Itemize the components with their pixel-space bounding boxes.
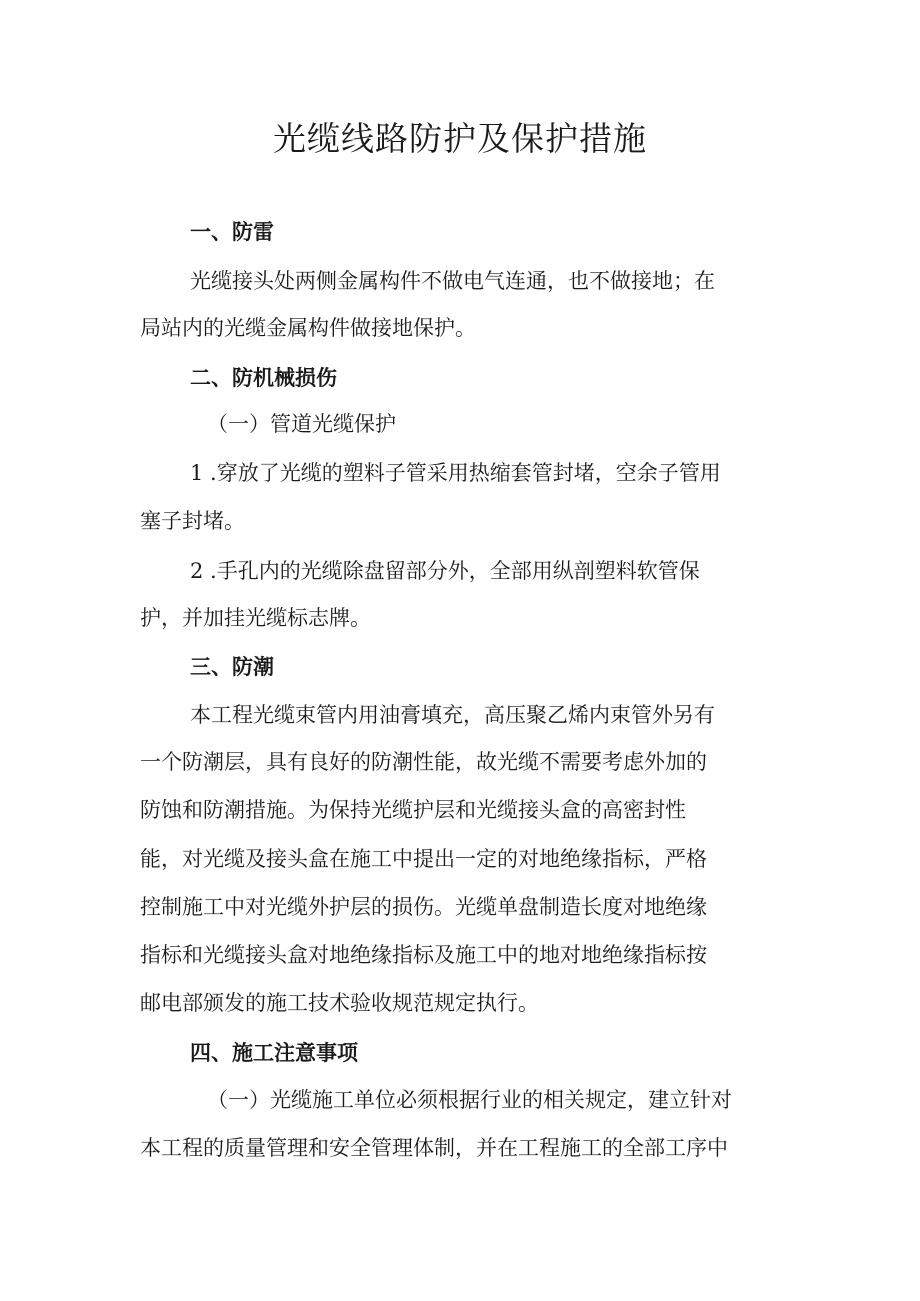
paragraph-line: 光缆接头处两侧金属构件不做电气连通，也不做接地；在 <box>190 269 715 293</box>
paragraph-line: 局站内的光缆金属构件做接地保护。 <box>140 316 476 340</box>
paragraph-line: 2 .手孔内的光缆除盘留部分外，全部用纵剖塑料软管保 <box>190 559 700 583</box>
paragraph-line: 防蚀和防潮措施。为保持光缆护层和光缆接头盒的高密封性 <box>140 798 686 822</box>
heading-moisture-protection: 三、防潮 <box>190 654 274 679</box>
paragraph-line: 本工程的质量管理和安全管理体制，并在工程施工的全部工序中 <box>140 1136 728 1160</box>
paragraph-line: 控制施工中对光缆外护层的损伤。光缆单盘制造长度对地绝缘 <box>140 895 707 919</box>
paragraph-line: 能，对光缆及接头盒在施工中提出一定的对地绝缘指标，严格 <box>140 847 707 871</box>
paragraph-line: 本工程光缆束管内用油膏填充，高压聚乙烯内束管外另有 <box>190 703 715 727</box>
subheading-duct-cable: （一）管道光缆保护 <box>207 412 396 436</box>
paragraph-line: 1 .穿放了光缆的塑料子管采用热缩套管封堵，空余子管用 <box>190 461 721 485</box>
paragraph-line: 塞子封堵。 <box>140 509 245 533</box>
paragraph-line: 一个防潮层，具有良好的防潮性能，故光缆不需要考虑外加的 <box>140 750 707 774</box>
paragraph-line: 指标和光缆接头盒对地绝缘指标及施工中的地对地绝缘指标按 <box>140 943 707 967</box>
document-title: 光缆线路防护及保护措施 <box>273 119 647 158</box>
paragraph-line: （一）光缆施工单位必须根据行业的相关规定，建立针对 <box>207 1088 732 1112</box>
heading-lightning-protection: 一、防雷 <box>190 219 274 244</box>
heading-mechanical-damage: 二、防机械损伤 <box>190 365 337 390</box>
paragraph-line: 邮电部颁发的施工技术验收规范规定执行。 <box>140 991 539 1015</box>
paragraph-line: 护，并加挂光缆标志牌。 <box>140 606 371 630</box>
heading-construction-notes: 四、施工注意事项 <box>190 1040 358 1065</box>
